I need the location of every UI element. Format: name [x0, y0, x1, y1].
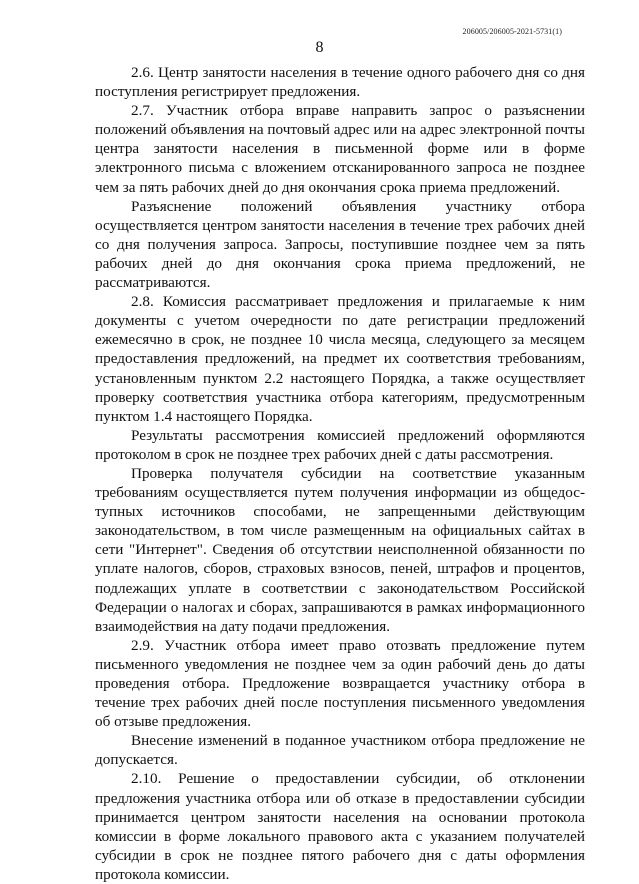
document-id: 206005/206005-2021-5731(1): [462, 27, 562, 36]
paragraph-clarification: Разъяснение положений объявления участнику отбора осуществляется центром занятости населения в течение трех рабочих дней со дня получения запроса. Запросы, поступившие позднее чем за пять рабочих дней до дня окончания срока приема предложений, не рассматриваются.: [95, 197, 585, 292]
paragraph-recipient-check: Проверка получателя субсидии на соответствие указанным требованиям осуществляется путем получения информации из общедоступных источников способами, не запрещенными действующим законодательством, в том числе размещенным на официальных сайтах в сети "Интернет". Сведения об отсутствии неисполненной обязанности по уплате налогов, сборов, страховых взносов, пеней, штрафов и процентов, подлежащих уплате в соответствии с законодательством Российской Федерации о налогах и сборах, запрашиваются в рамках информационного взаимодействия на дату подачи предложения.: [95, 464, 585, 635]
page-number: 8: [315, 39, 324, 56]
paragraph-2-6: 2.6. Центр занятости населения в течение одного рабочего дня со дня поступления регистрирует предложения.: [95, 64, 585, 101]
paragraph-no-changes: Внесение изменений в поданное участником отбора предложение не допускается.: [95, 732, 585, 769]
paragraph-2-8: 2.8. Комиссия рассматривает предложения и прилагаемые к ним документы с учетом очередности по дате регистрации предложений ежемесячно в срок, не позднее 10 числа месяца, следующего за месяцем предоставления предложений, на предмет их соответствия требованиям, установленным пунктом 2.2 настоящего Порядка, а также осуществляет проверку соответствия участника отбора категориям, предусмотренным пунктом 1.4 настоящего Порядка.: [95, 293, 585, 425]
paragraph-review-results: Результаты рассмотрения комиссией предложений оформляются протоколом в срок не позднее трех рабочих дней с даты рассмотрения.: [95, 426, 585, 463]
paragraph-2-10: 2.10. Решение о предоставлении субсидии, об отклонении предложения участника отбора или об отказе в предоставлении субсидии принимается центром занятости населения на основании протокола комиссии в форме локального правового акта с указанием получателей субсидии в срок не позднее пятого рабочего дня с даты оформления протокола комиссии.: [95, 770, 585, 883]
paragraph-2-7: 2.7. Участник отбора вправе направить запрос о разъяснении положений объявления на почтовый адрес или на адрес электронной почты центра занятости населения в письменной форме или в форме электронного письма с вложением отсканированного запроса не позднее чем за пять рабочих дней до дня окончания срока приема предложений.: [95, 102, 585, 196]
document-body: [95, 63, 585, 884]
paragraph-2-9: 2.9. Участник отбора имеет право отозвать предложение путем письменного уведомления не позднее чем за один рабочий день до даты проведения отбора. Предложение возвращается участнику отбора в течение трех рабочих дней после поступления письменного уведомления об отзыве предложения.: [95, 636, 585, 731]
